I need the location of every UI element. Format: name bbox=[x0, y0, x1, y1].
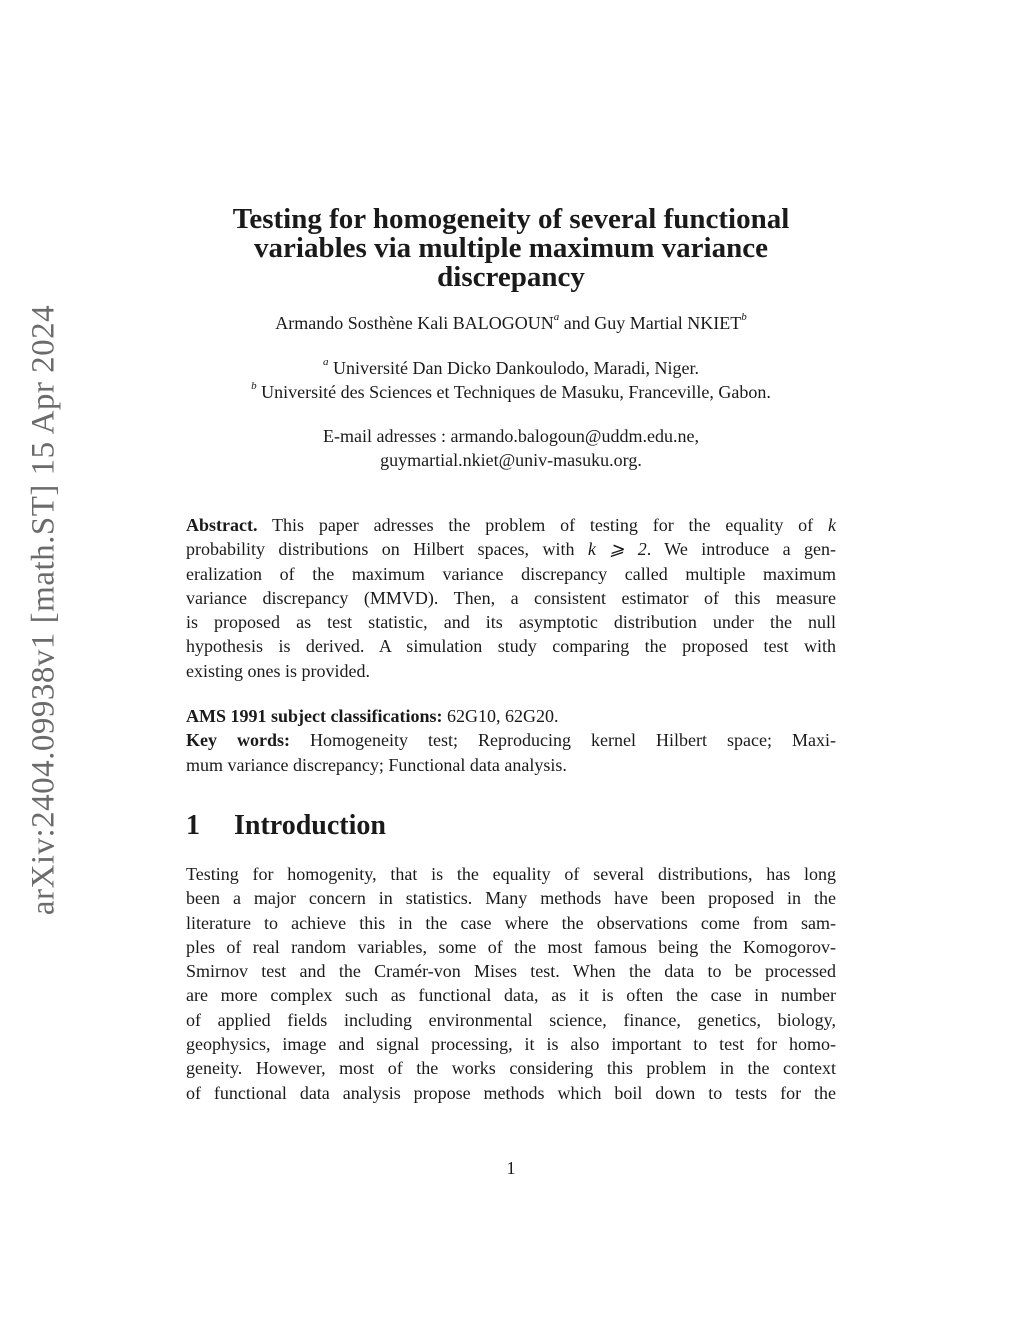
abstract-label: Abstract. bbox=[186, 515, 258, 535]
abstract-line bbox=[186, 513, 836, 537]
email-line: guymartial.nkiet@univ-masuku.org. bbox=[380, 450, 642, 470]
paper-title bbox=[186, 205, 836, 292]
title-line: Testing for homogeneity of several functional bbox=[232, 203, 790, 235]
ams-classification bbox=[186, 704, 836, 728]
keywords-line bbox=[186, 728, 836, 752]
body-line: of functional data analysis propose methods which boil down to tests for the bbox=[186, 1082, 836, 1103]
math-inequality: k ⩾ 2 bbox=[587, 539, 647, 560]
page-number: 1 bbox=[506, 1158, 516, 1178]
author-name: Armando Sosthène Kali BALOGOUN bbox=[275, 313, 554, 333]
email-block bbox=[186, 424, 836, 472]
abstract-line: variance discrepancy (MMVD). Then, a consistent estimator of this measure bbox=[186, 587, 836, 608]
affiliation bbox=[186, 380, 836, 404]
keywords-line: mum variance discrepancy; Functional data analysis. bbox=[186, 754, 567, 775]
affiliation-mark: a bbox=[553, 311, 560, 323]
ams-label: AMS 1991 subject classifications: bbox=[186, 706, 443, 726]
ams-value: 62G10, 62G20. bbox=[442, 706, 559, 726]
keywords bbox=[186, 728, 836, 777]
abstract-line: existing ones is provided. bbox=[186, 660, 370, 681]
body-line: are more complex such as functional data, as it is often the case in number bbox=[186, 985, 836, 1006]
abstract-text: This paper adresses the problem of testing for the equality of bbox=[257, 515, 828, 535]
abstract bbox=[186, 513, 836, 683]
body-line: Smirnov test and the Cramér-von Mises test. When the data to be processed bbox=[186, 961, 836, 982]
affiliation-mark: b bbox=[741, 311, 747, 323]
abstract-line: eralization of the maximum variance discrepancy called multiple maximum bbox=[186, 563, 836, 584]
email-line: E-mail adresses : armando.balogoun@uddm.edu.ne, bbox=[323, 426, 699, 446]
arxiv-identifier: arXiv:2404.09938v1 [math.ST] 15 Apr 2024 bbox=[25, 304, 62, 916]
affiliation-text: Université des Sciences et Techniques de Masuku, Franceville, Gabon. bbox=[256, 382, 771, 402]
affiliation bbox=[186, 356, 836, 380]
author-name: Guy Martial NKIET bbox=[594, 313, 742, 333]
affiliation-mark: b bbox=[251, 380, 257, 392]
title-line: discrepancy bbox=[437, 261, 585, 293]
body-line: ples of real random variables, some of the most famous being the Komogorov- bbox=[186, 936, 836, 957]
introduction-paragraph bbox=[186, 862, 836, 1105]
abstract-line bbox=[186, 537, 836, 561]
abstract-line: hypothesis is derived. A simulation study comparing the proposed test with bbox=[186, 636, 836, 657]
classification-block bbox=[186, 704, 836, 777]
affiliation-mark: a bbox=[323, 356, 329, 368]
affiliation-list bbox=[186, 356, 836, 404]
keywords-text: Homogeneity test; Reproducing kernel Hilbert space; Maxi- bbox=[290, 730, 836, 751]
section-title: Introduction bbox=[234, 810, 386, 841]
keywords-label: Key words: bbox=[186, 730, 291, 751]
abstract-text: probability distributions on Hilbert spaces, with bbox=[186, 539, 588, 560]
math-variable: k bbox=[828, 515, 836, 535]
author-connector: and bbox=[559, 313, 595, 333]
title-line: variables via multiple maximum variance bbox=[254, 232, 768, 264]
body-line: of applied fields including environmental science, finance, genetics, biology, bbox=[186, 1009, 836, 1030]
affiliation-text: Université Dan Dicko Dankoulodo, Maradi, Niger. bbox=[328, 358, 699, 378]
abstract-text: . We introduce a gen- bbox=[646, 539, 836, 560]
section-number: 1 bbox=[186, 810, 200, 841]
body-line: geneity. However, most of the works considering this problem in the context bbox=[186, 1058, 836, 1079]
body-line: literature to achieve this in the case where the observations come from sam- bbox=[186, 912, 836, 933]
abstract-line: is proposed as test statistic, and its asymptotic distribution under the null bbox=[186, 612, 836, 633]
section-heading bbox=[186, 808, 836, 844]
body-line: been a major concern in statistics. Many methods have been proposed in the bbox=[186, 888, 836, 909]
body-line: geophysics, image and signal processing, it is also important to test for homo- bbox=[186, 1034, 836, 1055]
author-list bbox=[186, 312, 836, 334]
body-line: Testing for homogenity, that is the equality of several distributions, has long bbox=[186, 864, 836, 884]
